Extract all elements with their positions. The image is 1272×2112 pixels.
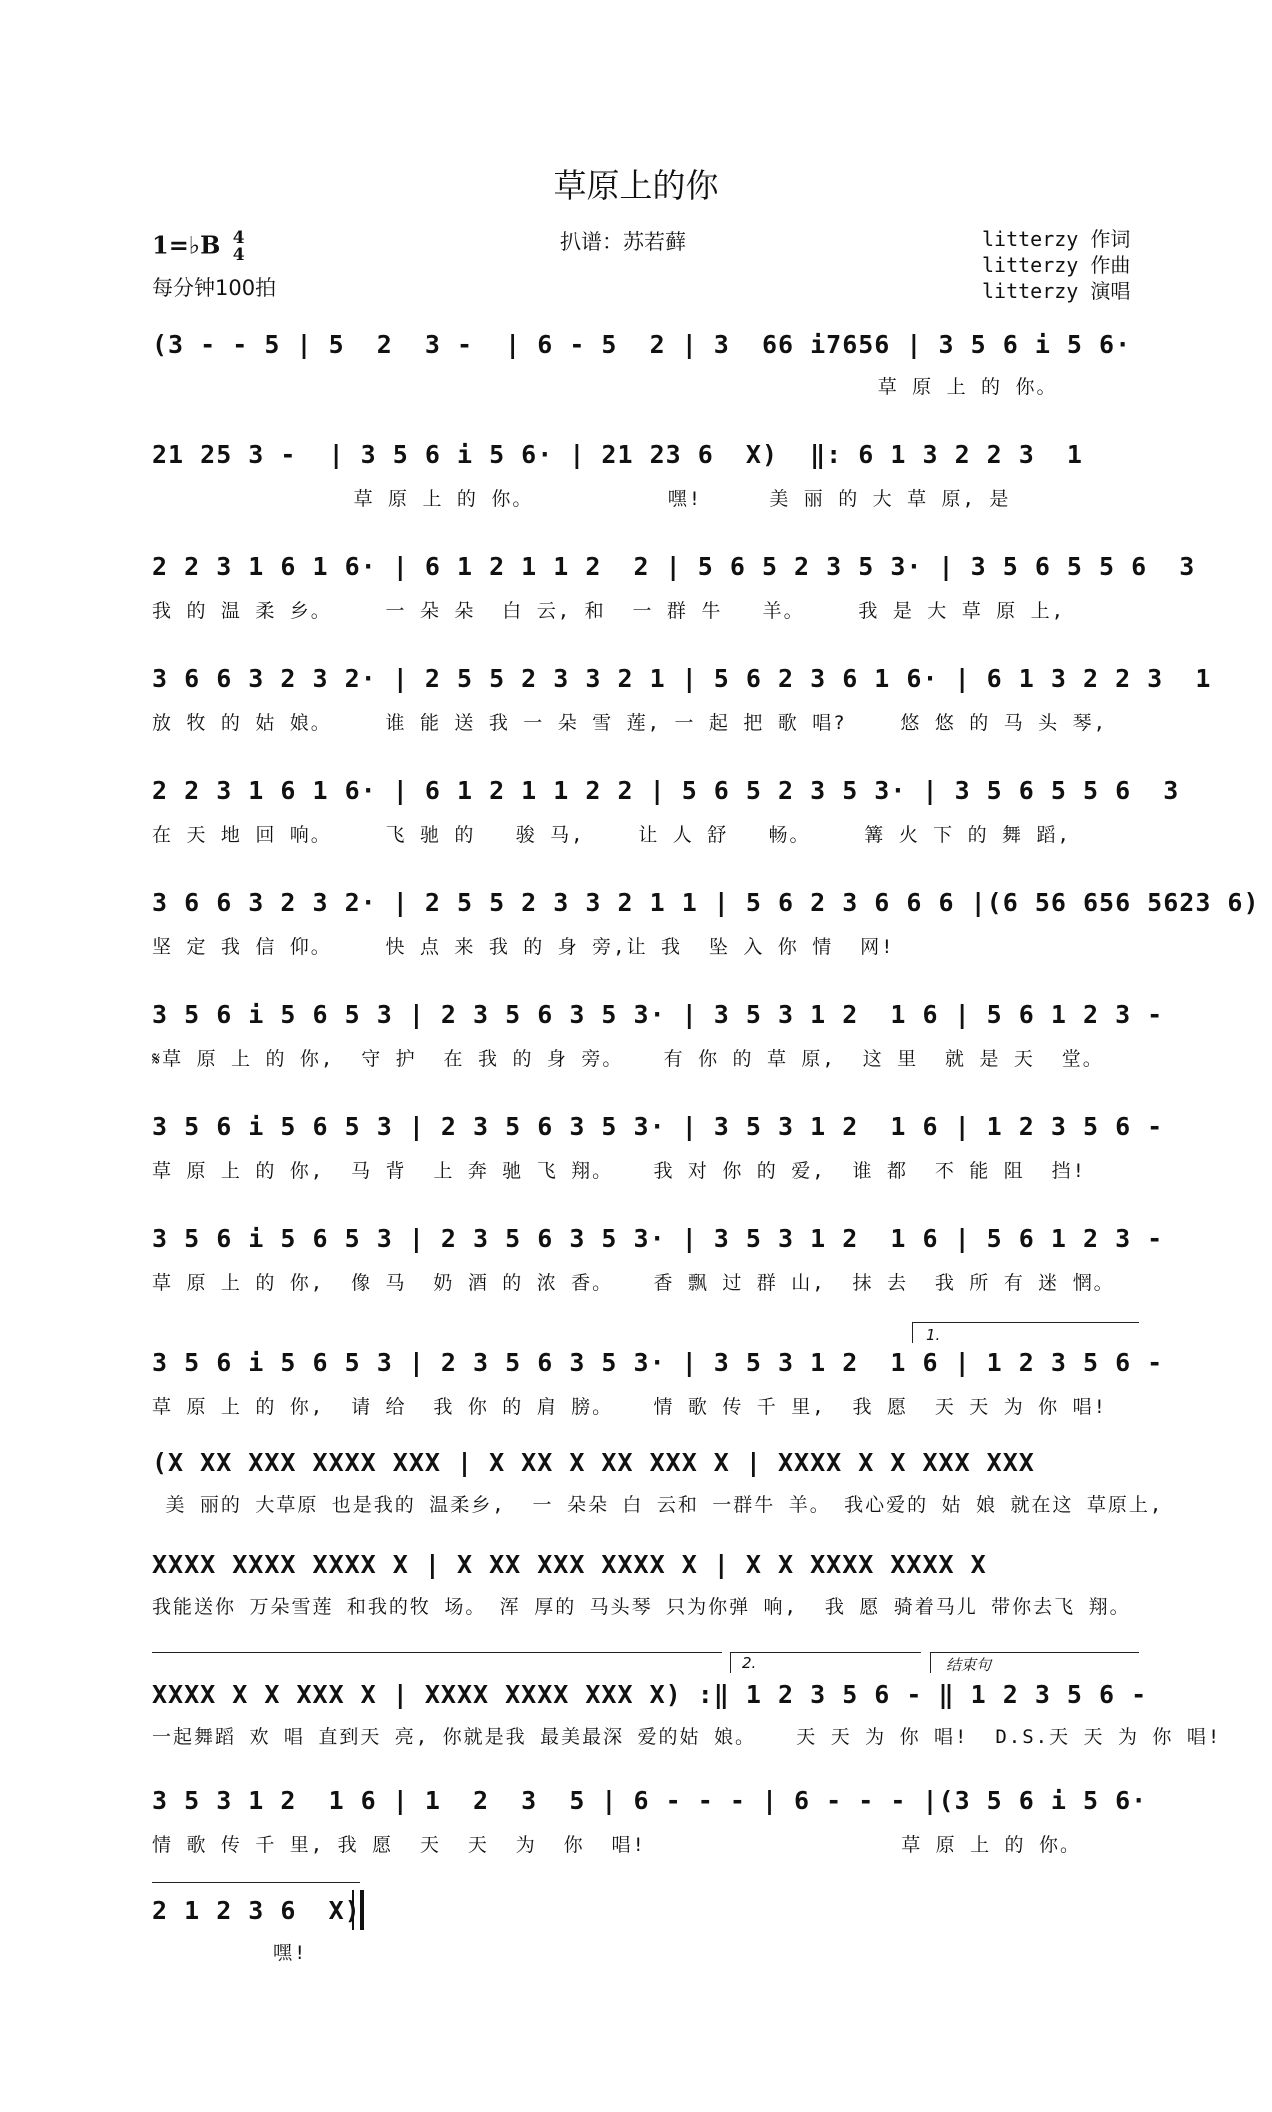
score-lyrics-row: 情 歌 传 千 里, 我 愿 天 天 为 你 唱! 草 原 上 的 你。 <box>152 1834 1081 1856</box>
score-notes-row: 2 2 3 1 6 1 6· | 6 1 2 1 1 2 2 | 5 6 5 2 3 5 3· | 3 5 6 5 5 6 3 <box>152 776 1180 805</box>
final-bracket <box>152 1882 360 1883</box>
key-label: 1=♭B <box>152 230 221 260</box>
score-notes-row: 3 5 6 i 5 6 5 3 | 2 3 5 6 3 5 3· | 3 5 3 1 2 1 6 | 1 2 3 5 6 - <box>152 1348 1164 1377</box>
score-notes-row: (X XX XXX XXXX XXX | X XX X XX XXX X | XXXX X X XXX XXX <box>152 1448 1035 1477</box>
score-notes-row: 3 6 6 3 2 3 2· | 2 5 5 2 3 3 2 1 1 | 5 6 2 3 6 6 6 |(6 56 656 5623 6) <box>152 888 1260 917</box>
score-lyrics-row: 草 原 上 的 你, 马 背 上 奔 驰 飞 翔。 我 对 你 的 爱, 谁 都 不 能 阻 挡! <box>152 1160 1087 1182</box>
score-lyrics-row: 放 牧 的 姑 娘。 谁 能 送 我 一 朵 雪 莲, 一 起 把 歌 唱? 悠 悠 的 马 头 琴, <box>152 712 1108 734</box>
score-lyrics-row: 我能送你 万朵雪莲 和我的牧 场。 浑 厚的 马头琴 只为你弹 响, 我 愿 骑着马儿 带你去飞 翔。 <box>152 1596 1131 1618</box>
time-sig-bottom: 4 <box>232 245 245 265</box>
score-notes-row: 21 25 3 - | 3 5 6 i 5 6· | 21 23 6 X) ‖: 6 1 3 2 2 3 1 <box>152 440 1083 469</box>
score-notes-row: 2 2 3 1 6 1 6· | 6 1 2 1 1 2 2 | 5 6 5 2 3 5 3· | 3 5 6 5 5 6 3 <box>152 552 1196 581</box>
score-lyrics-row: 草 原 上 的 你。 嘿! 美 丽 的 大 草 原, 是 <box>152 488 1011 510</box>
first-ending-bracket <box>912 1322 1139 1343</box>
first-ending-label: 1. <box>926 1326 941 1344</box>
score-lyrics-row: 嘿! <box>152 1942 308 1964</box>
score-notes-row: XXXX XXXX XXXX X | X XX XXX XXXX X | X X XXXX XXXX X <box>152 1550 987 1579</box>
repeat-bracket <box>152 1652 722 1653</box>
score-notes-row: 3 5 6 i 5 6 5 3 | 2 3 5 6 3 5 3· | 3 5 3 1 2 1 6 | 5 6 1 2 3 - <box>152 1000 1164 1029</box>
composer-credit: litterzy 作曲 <box>982 253 1131 277</box>
time-sig-top: 4 <box>232 228 245 248</box>
second-ending-bracket <box>730 1652 921 1673</box>
score-notes-row: 3 6 6 3 2 3 2· | 2 5 5 2 3 3 2 1 | 5 6 2 3 6 1 6· | 6 1 3 2 2 3 1 <box>152 664 1212 693</box>
score-lyrics-row: 𝄋草 原 上 的 你, 守 护 在 我 的 身 旁。 有 你 的 草 原, 这 里 就 是 天 堂。 <box>152 1048 1104 1070</box>
second-ending-label: 2. <box>742 1654 757 1672</box>
score-lyrics-row: 草 原 上 的 你, 像 马 奶 酒 的 浓 香。 香 飘 过 群 山, 抹 去 我 所 有 迷 惘。 <box>152 1272 1115 1294</box>
score-lyrics-row: 美 丽的 大草原 也是我的 温柔乡, 一 朵朵 白 云和 一群牛 羊。 我心爱的 姑 娘 就在这 草原上, <box>152 1494 1164 1516</box>
key-signature <box>152 230 245 264</box>
singer-credit: litterzy 演唱 <box>982 279 1131 303</box>
score-notes-row: 3 5 3 1 2 1 6 | 1 2 3 5 | 6 - - - | 6 - - - |(3 5 6 i 5 6· <box>152 1786 1148 1815</box>
score-notes-row: 3 5 6 i 5 6 5 3 | 2 3 5 6 3 5 3· | 3 5 3 1 2 1 6 | 5 6 1 2 3 - <box>152 1224 1164 1253</box>
score-lyrics-row: 在 天 地 回 响。 飞 驰 的 骏 马, 让 人 舒 畅。 篝 火 下 的 舞 蹈, <box>152 824 1071 846</box>
score-notes-row: (3 - - 5 | 5 2 3 - | 6 - 5 2 | 3 66 i7656 | 3 5 6 i 5 6· <box>152 330 1132 359</box>
score-notes-row: 2 1 2 3 6 X) <box>152 1896 361 1925</box>
score-notes-row: XXXX X X XXX X | XXXX XXXX XXX X) :‖ 1 2 3 5 6 - ‖ 1 2 3 5 6 - <box>152 1680 1148 1709</box>
score-lyrics-row: 草 原 上 的 你, 请 给 我 你 的 肩 膀。 情 歌 传 千 里, 我 愿 天 天 为 你 唱! <box>152 1396 1108 1418</box>
tempo-marking: 每分钟100拍 <box>152 276 277 300</box>
credits-block <box>982 226 1130 304</box>
score-lyrics-row: 我 的 温 柔 乡。 一 朵 朵 白 云, 和 一 群 牛 羊。 我 是 大 草 原 上, <box>152 600 1066 622</box>
score-lyrics-row: 一起舞蹈 欢 唱 直到天 亮, 你就是我 最美最深 爱的姑 娘。 天 天 为 你 唱! D.S.天 天 为 你 唱! <box>152 1726 1222 1748</box>
lyricist-credit: litterzy 作词 <box>982 227 1131 251</box>
final-barline <box>352 1890 364 1930</box>
score-lyrics-row: 坚 定 我 信 仰。 快 点 来 我 的 身 旁,让 我 坠 入 你 情 网! <box>152 936 895 958</box>
song-title: 草原上的你 <box>553 166 719 205</box>
score-notes-row: 3 5 6 i 5 6 5 3 | 2 3 5 6 3 5 3· | 3 5 3 1 2 1 6 | 1 2 3 5 6 - <box>152 1112 1164 1141</box>
arranger-credit: 扒谱：苏若藓 <box>560 230 686 254</box>
time-signature <box>233 230 245 264</box>
ending-label: 结束句 <box>946 1656 992 1674</box>
score-lyrics-row: 草 原 上 的 你。 <box>152 376 1058 398</box>
